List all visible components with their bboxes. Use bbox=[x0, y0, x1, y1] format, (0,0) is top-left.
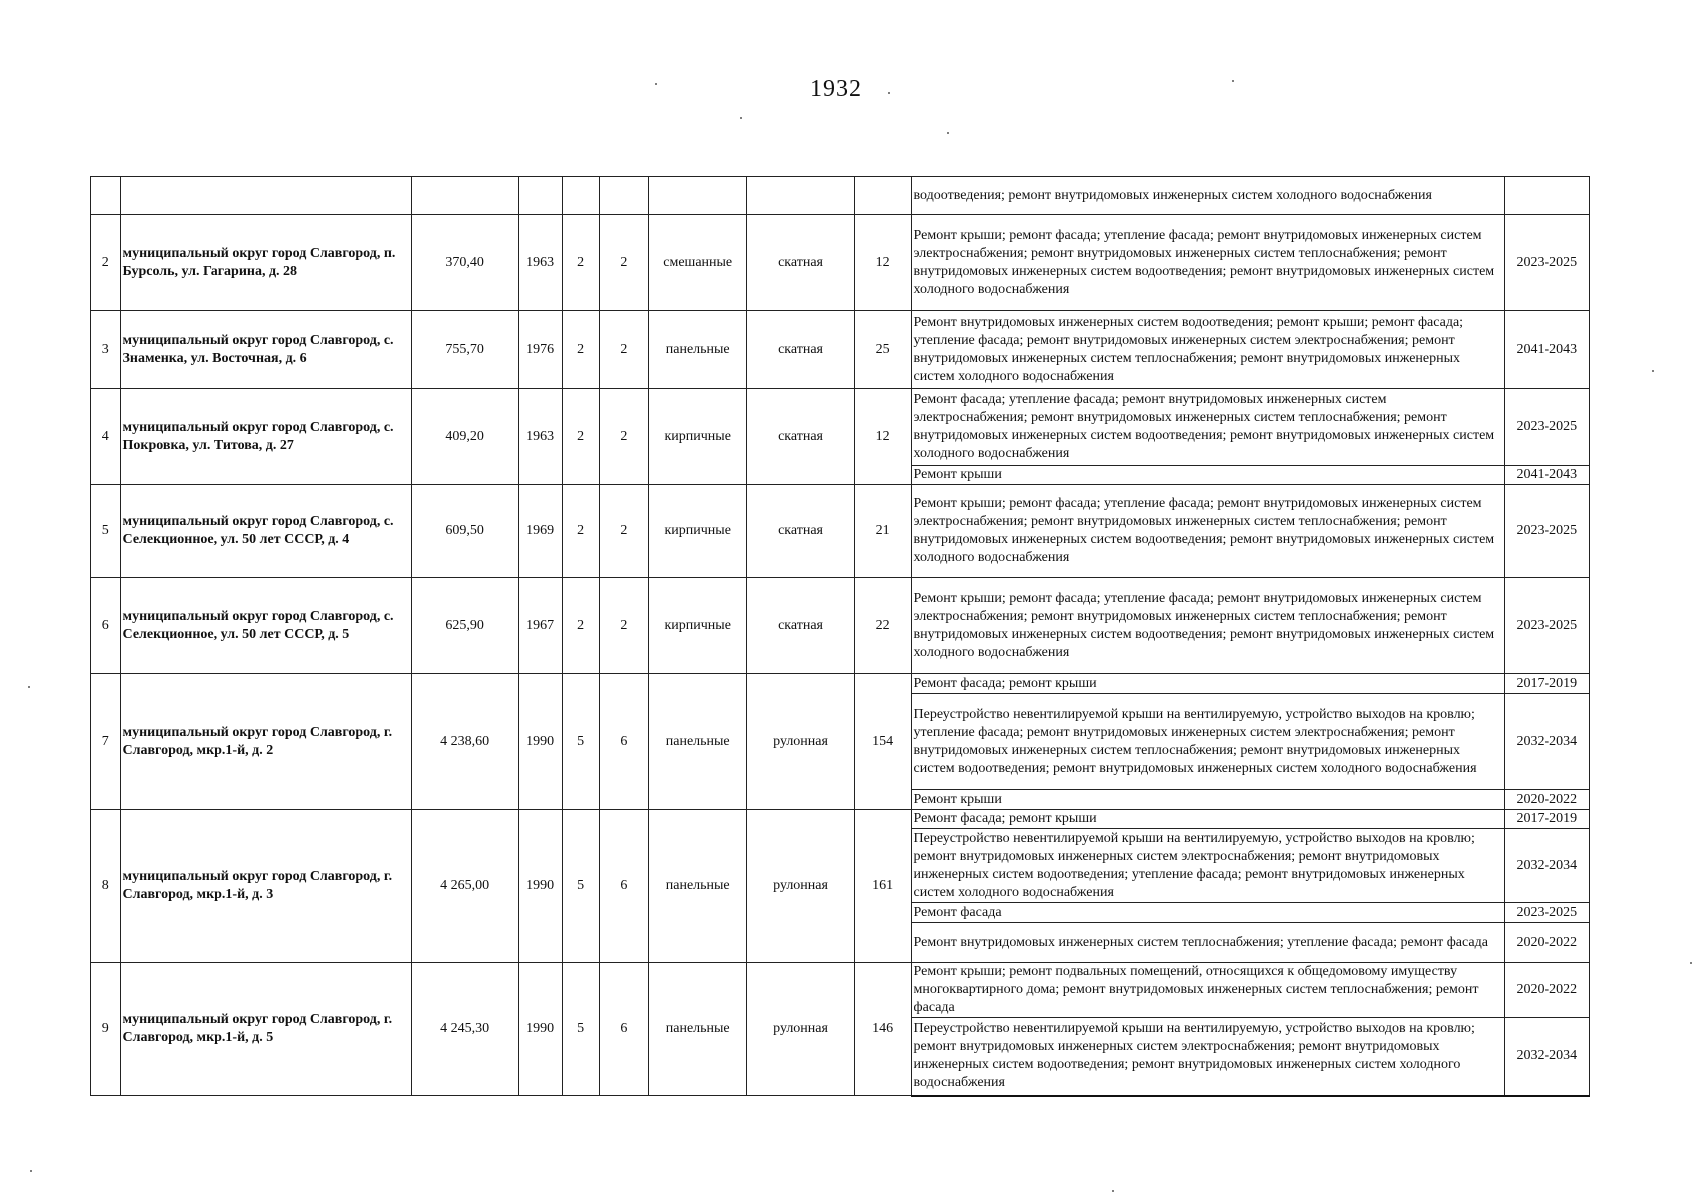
cell-area: 4 238,60 bbox=[411, 674, 518, 810]
cell-walls: панельные bbox=[648, 963, 746, 1096]
scan-speck bbox=[28, 686, 30, 688]
cell-period: 2023-2025 bbox=[1504, 389, 1589, 466]
cell-year bbox=[518, 177, 562, 215]
cell-year: 1976 bbox=[518, 311, 562, 389]
cell-work: Ремонт крыши bbox=[911, 790, 1504, 810]
table-row bbox=[91, 810, 1590, 829]
table-row bbox=[91, 215, 1590, 311]
table-row bbox=[91, 389, 1590, 466]
cell-entrances bbox=[599, 177, 648, 215]
scan-speck bbox=[1112, 1190, 1114, 1192]
cell-address: муниципальный округ город Славгород, г. Славгород, мкр.1-й, д. 3 bbox=[120, 810, 411, 963]
cell-num bbox=[91, 177, 121, 215]
cell-roof: скатная bbox=[747, 311, 854, 389]
cell-area bbox=[411, 177, 518, 215]
cell-floors: 5 bbox=[562, 810, 599, 963]
cell-period: 2017-2019 bbox=[1504, 674, 1589, 694]
cell-floors: 2 bbox=[562, 485, 599, 578]
cell-period: 2032-2034 bbox=[1504, 829, 1589, 903]
cell-address: муниципальный округ город Славгород, с. Знаменка, ул. Восточная, д. 6 bbox=[120, 311, 411, 389]
cell-apts: 12 bbox=[854, 215, 911, 311]
cell-num: 2 bbox=[91, 215, 121, 311]
cell-roof: рулонная bbox=[747, 963, 854, 1096]
table-row bbox=[91, 177, 1590, 215]
cell-walls: кирпичные bbox=[648, 485, 746, 578]
cell-period: 2041-2043 bbox=[1504, 466, 1589, 485]
cell-period: 2020-2022 bbox=[1504, 790, 1589, 810]
cell-work: Ремонт фасада; ремонт крыши bbox=[911, 810, 1504, 829]
cell-year: 1963 bbox=[518, 389, 562, 485]
scan-speck bbox=[947, 132, 949, 134]
cell-floors: 2 bbox=[562, 215, 599, 311]
cell-period: 2032-2034 bbox=[1504, 1018, 1589, 1096]
cell-entrances: 2 bbox=[599, 311, 648, 389]
cell-roof: скатная bbox=[747, 215, 854, 311]
cell-entrances: 6 bbox=[599, 963, 648, 1096]
cell-walls: панельные bbox=[648, 674, 746, 810]
cell-apts: 12 bbox=[854, 389, 911, 485]
cell-floors bbox=[562, 177, 599, 215]
cell-walls bbox=[648, 177, 746, 215]
cell-roof bbox=[747, 177, 854, 215]
cell-period: 2032-2034 bbox=[1504, 694, 1589, 790]
cell-work: Ремонт крыши; ремонт подвальных помещений, относящихся к общедомовому имуществу многоквартирного дома; ремонт внутридомовых инженерных систем теплоснабжения; ремонт фасада bbox=[911, 963, 1504, 1018]
cell-period: 2023-2025 bbox=[1504, 485, 1589, 578]
cell-work: Переустройство невентилируемой крыши на вентилируемую, устройство выходов на кровлю; ремонт внутридомовых инженерных систем электроснабжения; ремонт внутридомовых инженерных систем водоотведения; ремонт внутридомовых инженерных систем холодного водоснабжения bbox=[911, 1018, 1504, 1096]
scan-speck bbox=[740, 117, 742, 119]
cell-roof: рулонная bbox=[747, 810, 854, 963]
cell-area: 609,50 bbox=[411, 485, 518, 578]
cell-work: Переустройство невентилируемой крыши на вентилируемую, устройство выходов на кровлю; ремонт внутридомовых инженерных систем электроснабжения; ремонт внутридомовых инженерных систем водоотведения; утепление фасада; ремонт внутридомовых инженерных систем холодного водоснабжения bbox=[911, 829, 1504, 903]
cell-work: Ремонт фасада; ремонт крыши bbox=[911, 674, 1504, 694]
cell-work: Ремонт внутридомовых инженерных систем теплоснабжения; утепление фасада; ремонт фасада bbox=[911, 923, 1504, 963]
cell-area: 4 245,30 bbox=[411, 963, 518, 1096]
cell-walls: кирпичные bbox=[648, 389, 746, 485]
cell-address: муниципальный округ город Славгород, п. Бурсоль, ул. Гагарина, д. 28 bbox=[120, 215, 411, 311]
cell-address: муниципальный округ город Славгород, с. Селекционное, ул. 50 лет СССР, д. 4 bbox=[120, 485, 411, 578]
cell-area: 625,90 bbox=[411, 578, 518, 674]
cell-entrances: 2 bbox=[599, 485, 648, 578]
scan-speck bbox=[888, 92, 890, 94]
cell-period: 2017-2019 bbox=[1504, 810, 1589, 829]
cell-work: Ремонт фасада bbox=[911, 903, 1504, 923]
cell-num: 3 bbox=[91, 311, 121, 389]
table-row bbox=[91, 963, 1590, 1018]
cell-year: 1969 bbox=[518, 485, 562, 578]
cell-entrances: 2 bbox=[599, 389, 648, 485]
cell-floors: 2 bbox=[562, 389, 599, 485]
scan-speck bbox=[30, 1170, 32, 1172]
cell-num: 9 bbox=[91, 963, 121, 1096]
cell-period: 2023-2025 bbox=[1504, 578, 1589, 674]
page-number: 1932 bbox=[810, 76, 862, 102]
cell-work: Ремонт крыши bbox=[911, 466, 1504, 485]
cell-roof: скатная bbox=[747, 485, 854, 578]
cell-address: муниципальный округ город Славгород, с. Покровка, ул. Титова, д. 27 bbox=[120, 389, 411, 485]
scan-speck bbox=[1232, 80, 1234, 82]
cell-work: Ремонт крыши; ремонт фасада; утепление фасада; ремонт внутридомовых инженерных систем электроснабжения; ремонт внутридомовых инженерных систем теплоснабжения; ремонт внутридомовых инженерных систем водоотведения; ремонт внутридомовых инженерных систем холодного водоснабжения bbox=[911, 485, 1504, 578]
repair-program-table bbox=[90, 176, 1590, 1097]
table-row bbox=[91, 485, 1590, 578]
cell-area: 755,70 bbox=[411, 311, 518, 389]
cell-roof: рулонная bbox=[747, 674, 854, 810]
cell-num: 5 bbox=[91, 485, 121, 578]
cell-roof: скатная bbox=[747, 578, 854, 674]
cell-apts: 25 bbox=[854, 311, 911, 389]
cell-year: 1963 bbox=[518, 215, 562, 311]
table-row bbox=[91, 311, 1590, 389]
cell-period: 2020-2022 bbox=[1504, 963, 1589, 1018]
cell-year: 1990 bbox=[518, 674, 562, 810]
cell-apts bbox=[854, 177, 911, 215]
cell-roof: скатная bbox=[747, 389, 854, 485]
cell-year: 1967 bbox=[518, 578, 562, 674]
cell-apts: 146 bbox=[854, 963, 911, 1096]
cell-floors: 5 bbox=[562, 963, 599, 1096]
cell-period bbox=[1504, 177, 1589, 215]
cell-entrances: 6 bbox=[599, 674, 648, 810]
cell-work: Ремонт крыши; ремонт фасада; утепление фасада; ремонт внутридомовых инженерных систем электроснабжения; ремонт внутридомовых инженерных систем теплоснабжения; ремонт внутридомовых инженерных систем водоотведения; ремонт внутридомовых инженерных систем холодного водоснабжения bbox=[911, 578, 1504, 674]
cell-address bbox=[120, 177, 411, 215]
cell-num: 7 bbox=[91, 674, 121, 810]
cell-address: муниципальный округ город Славгород, г. Славгород, мкр.1-й, д. 5 bbox=[120, 963, 411, 1096]
cell-work: Переустройство невентилируемой крыши на вентилируемую, устройство выходов на кровлю; утепление фасада; ремонт внутридомовых инженерных систем электроснабжения; ремонт внутридомовых инженерных систем теплоснабжения; ремонт внутридомовых инженерных систем водоотведения; ремонт внутридомовых инженерных систем холодного водоснабжения bbox=[911, 694, 1504, 790]
cell-floors: 5 bbox=[562, 674, 599, 810]
cell-apts: 161 bbox=[854, 810, 911, 963]
cell-area: 370,40 bbox=[411, 215, 518, 311]
scan-speck bbox=[1690, 962, 1692, 964]
cell-apts: 21 bbox=[854, 485, 911, 578]
cell-walls: панельные bbox=[648, 311, 746, 389]
cell-floors: 2 bbox=[562, 578, 599, 674]
cell-work: Ремонт внутридомовых инженерных систем водоотведения; ремонт крыши; ремонт фасада; утепление фасада; ремонт внутридомовых инженерных систем электроснабжения; ремонт внутридомовых инженерных систем теплоснабжения; ремонт внутридомовых инженерных систем холодного водоснабжения bbox=[911, 311, 1504, 389]
cell-address: муниципальный округ город Славгород, г. Славгород, мкр.1-й, д. 2 bbox=[120, 674, 411, 810]
cell-work: Ремонт крыши; ремонт фасада; утепление фасада; ремонт внутридомовых инженерных систем электроснабжения; ремонт внутридомовых инженерных систем теплоснабжения; ремонт внутридомовых инженерных систем водоотведения; ремонт внутридомовых инженерных систем холодного водоснабжения bbox=[911, 215, 1504, 311]
table-row bbox=[91, 674, 1590, 694]
scan-speck bbox=[655, 83, 657, 85]
cell-num: 4 bbox=[91, 389, 121, 485]
cell-year: 1990 bbox=[518, 810, 562, 963]
cell-period: 2023-2025 bbox=[1504, 215, 1589, 311]
cell-walls: кирпичные bbox=[648, 578, 746, 674]
cell-num: 8 bbox=[91, 810, 121, 963]
cell-entrances: 6 bbox=[599, 810, 648, 963]
cell-period: 2041-2043 bbox=[1504, 311, 1589, 389]
cell-apts: 154 bbox=[854, 674, 911, 810]
cell-area: 409,20 bbox=[411, 389, 518, 485]
cell-walls: панельные bbox=[648, 810, 746, 963]
cell-walls: смешанные bbox=[648, 215, 746, 311]
cell-period: 2020-2022 bbox=[1504, 923, 1589, 963]
cell-num: 6 bbox=[91, 578, 121, 674]
cell-work: Ремонт фасада; утепление фасада; ремонт внутридомовых инженерных систем электроснабжения; ремонт внутридомовых инженерных систем теплоснабжения; ремонт внутридомовых инженерных систем водоотведения; ремонт внутридомовых инженерных систем холодного водоснабжения bbox=[911, 389, 1504, 466]
cell-apts: 22 bbox=[854, 578, 911, 674]
cell-year: 1990 bbox=[518, 963, 562, 1096]
table-row bbox=[91, 578, 1590, 674]
scan-speck bbox=[1652, 370, 1654, 372]
cell-work: водоотведения; ремонт внутридомовых инженерных систем холодного водоснабжения bbox=[911, 177, 1504, 215]
cell-period: 2023-2025 bbox=[1504, 903, 1589, 923]
cell-address: муниципальный округ город Славгород, с. Селекционное, ул. 50 лет СССР, д. 5 bbox=[120, 578, 411, 674]
cell-entrances: 2 bbox=[599, 215, 648, 311]
cell-entrances: 2 bbox=[599, 578, 648, 674]
cell-floors: 2 bbox=[562, 311, 599, 389]
cell-area: 4 265,00 bbox=[411, 810, 518, 963]
